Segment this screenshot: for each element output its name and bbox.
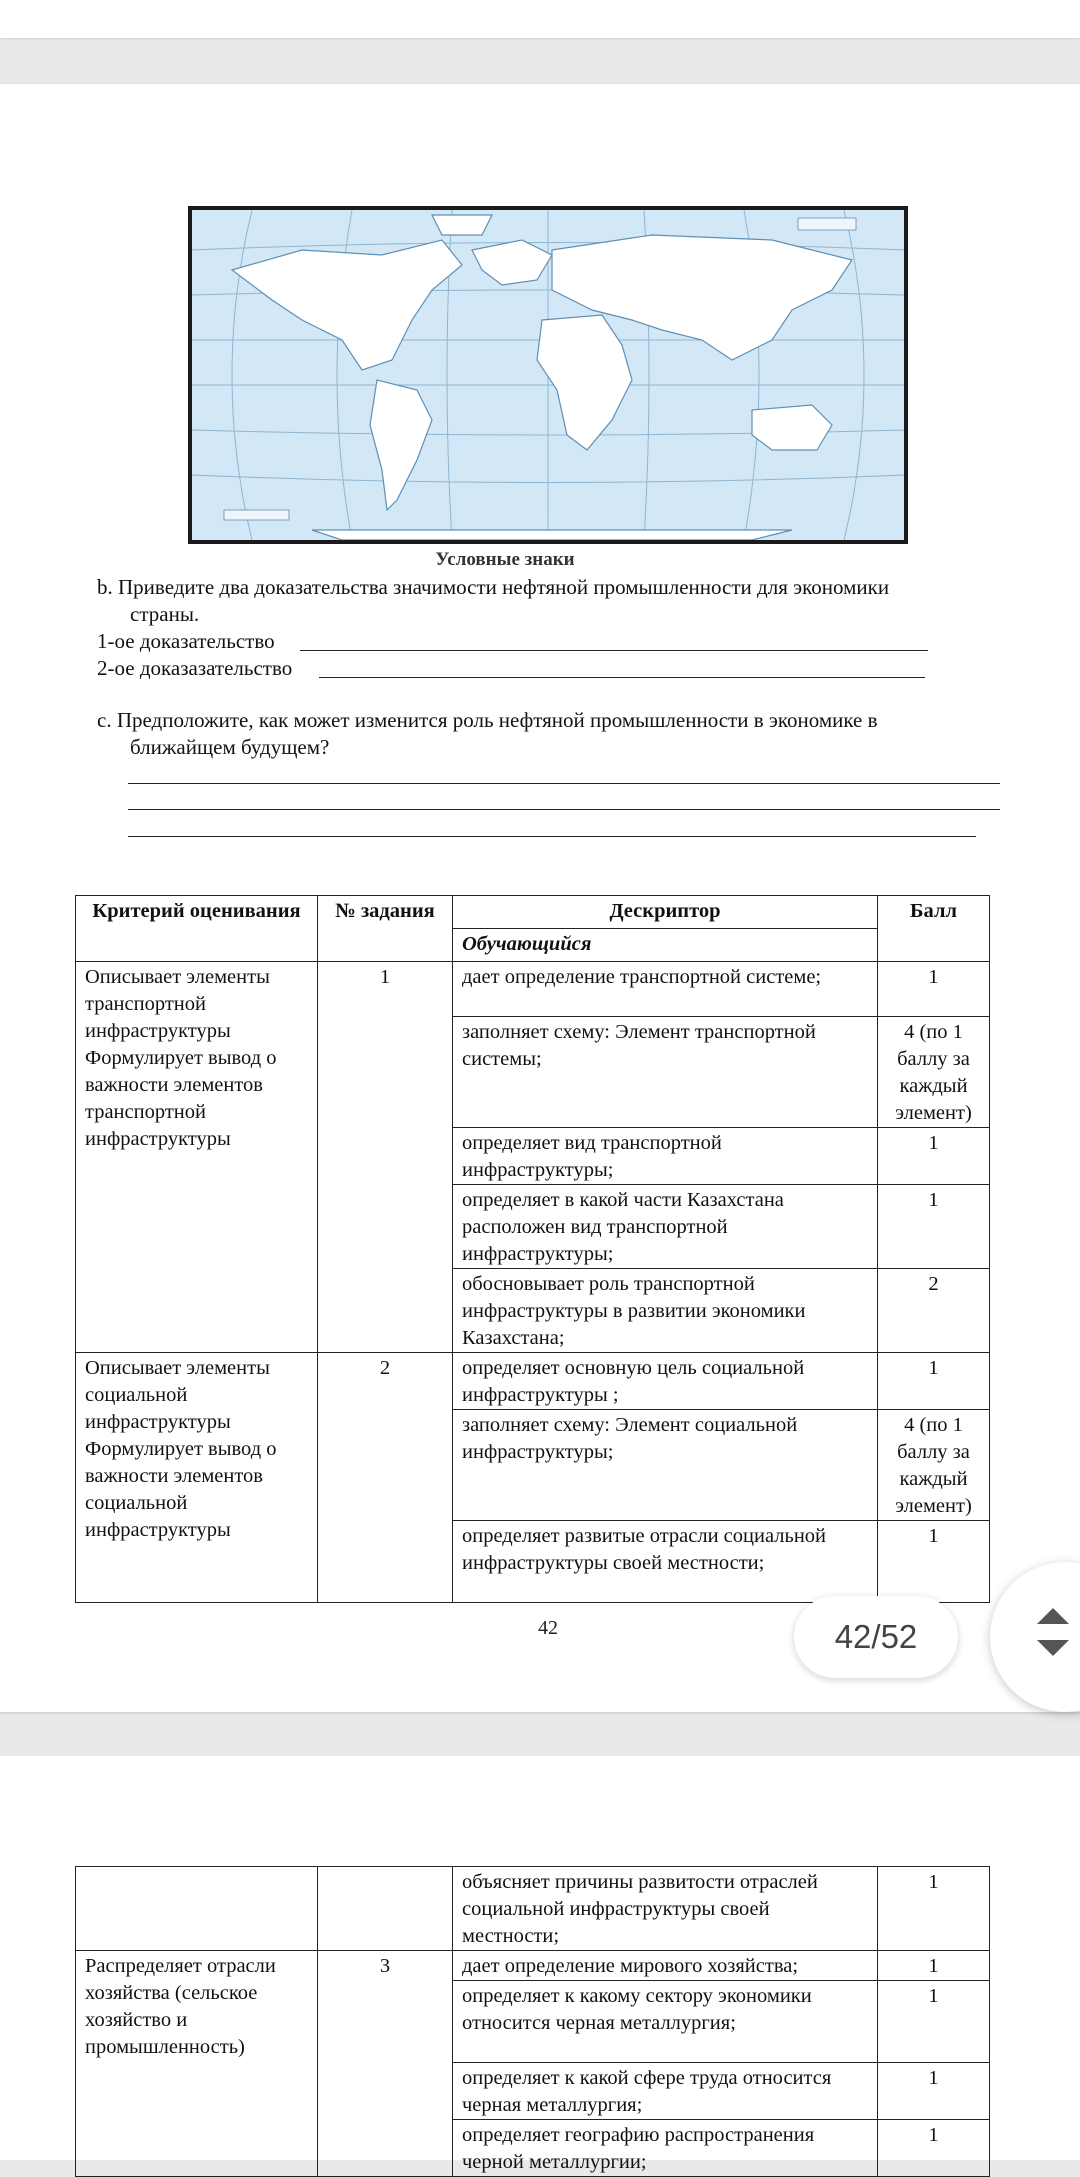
descriptor-cell: заполняет схему: Элемент транспортной системы; xyxy=(453,1017,878,1128)
task-number-cell: 1 xyxy=(318,962,453,1353)
score-cell: 1 xyxy=(878,1951,990,1981)
task-number-cell-empty xyxy=(318,1867,453,1951)
table-row xyxy=(76,962,990,1017)
question-b-text: b. Приведите два доказательства значимости нефтяной промышленности для экономики xyxy=(97,575,890,599)
criterion-cell: Описывает элементы социальной инфраструктуры Формулирует вывод о важности элементов социальной инфраструктуры xyxy=(76,1353,318,1603)
score-cell: 1 xyxy=(878,1867,990,1951)
world-map-drawing xyxy=(192,210,904,540)
score-cell: 1 xyxy=(878,1353,990,1410)
legend-title: Условные знаки xyxy=(435,549,575,570)
score-cell: 1 xyxy=(878,2120,990,2177)
score-cell: 1 xyxy=(878,1185,990,1269)
arrow-down-icon[interactable] xyxy=(1037,1640,1069,1656)
header-student: Обучающийся xyxy=(453,929,878,962)
page-number: 42 xyxy=(538,1617,558,1639)
descriptor-cell: заполняет схему: Элемент социальной инфраструктуры; xyxy=(453,1410,878,1521)
task-number-cell: 2 xyxy=(318,1353,453,1603)
question-c-text-cont: ближайщем будущем? xyxy=(130,735,330,759)
score-cell: 4 (по 1 баллу за каждый элемент) xyxy=(878,1017,990,1128)
header-score: Балл xyxy=(878,896,990,962)
header-descriptor: Дескриптор xyxy=(453,896,878,929)
question-c-answer-line xyxy=(128,809,1000,810)
descriptor-cell: определяет развитые отрасли социальной инфраструктуры своей местности; xyxy=(453,1521,878,1603)
top-toolbar xyxy=(0,0,1080,38)
arrow-up-icon[interactable] xyxy=(1037,1608,1069,1624)
header-criterion: Критерий оценивания xyxy=(76,896,318,962)
question-c-answer-line xyxy=(128,836,976,837)
score-cell: 1 xyxy=(878,2063,990,2120)
table-row xyxy=(76,1951,990,1981)
descriptor-cell: определяет вид транспортной инфраструктуры; xyxy=(453,1128,878,1185)
score-cell: 2 xyxy=(878,1269,990,1353)
criterion-cell-empty xyxy=(76,1867,318,1951)
score-cell: 1 xyxy=(878,1981,990,2063)
descriptor-cell: определяет к какому сектору экономики относится черная металлургия; xyxy=(453,1981,878,2063)
score-cell: 4 (по 1 баллу за каждый элемент) xyxy=(878,1410,990,1521)
descriptor-cell: дает определение транспортной системе; xyxy=(453,962,878,1017)
descriptor-cell: объясняет причины развитости отраслей социальной инфраструктуры своей местности; xyxy=(453,1867,878,1951)
table-header-row xyxy=(76,896,990,929)
assessment-criteria-table-continued xyxy=(75,1866,990,2177)
header-task-number: № задания xyxy=(318,896,453,962)
descriptor-cell: определяет географию распространения черной металлургии; xyxy=(453,2120,878,2177)
table-row xyxy=(76,1867,990,1951)
table-row xyxy=(76,1353,990,1410)
world-map-image xyxy=(188,206,908,544)
question-b-text-cont: страны. xyxy=(130,602,200,626)
score-cell: 1 xyxy=(878,962,990,1017)
criterion-cell: Описывает элементы транспортной инфраструктуры Формулирует вывод о важности элементов транспортной инфраструктуры xyxy=(76,962,318,1353)
score-cell: 1 xyxy=(878,1521,990,1603)
score-cell: 1 xyxy=(878,1128,990,1185)
page-indicator[interactable]: 42/52 xyxy=(794,1596,958,1678)
descriptor-cell: обосновывает роль транспортной инфраструктуры в развитии экономики Казахстана; xyxy=(453,1269,878,1353)
proof-1-answer-line xyxy=(300,650,928,651)
descriptor-cell: дает определение мирового хозяйства; xyxy=(453,1951,878,1981)
proof-2-label: 2-ое доказазательство xyxy=(97,656,293,680)
question-c-answer-line xyxy=(128,783,1000,784)
criterion-cell: Распределяет отрасли хозяйства (сельское хозяйство и промышленность) xyxy=(76,1951,318,2177)
descriptor-cell: определяет основную цель социальной инфраструктуры ; xyxy=(453,1353,878,1410)
task-number-cell: 3 xyxy=(318,1951,453,2177)
descriptor-cell: определяет к какой сфере труда относится черная металлургия; xyxy=(453,2063,878,2120)
question-c-text: c. Предположите, как может изменится роль нефтяной промышленности в экономике в xyxy=(97,708,878,732)
proof-1-label: 1-ое доказательство xyxy=(97,629,275,653)
descriptor-cell: определяет в какой части Казахстана расположен вид транспортной инфраструктуры; xyxy=(453,1185,878,1269)
assessment-criteria-table xyxy=(75,895,990,1603)
proof-2-answer-line xyxy=(319,677,925,678)
